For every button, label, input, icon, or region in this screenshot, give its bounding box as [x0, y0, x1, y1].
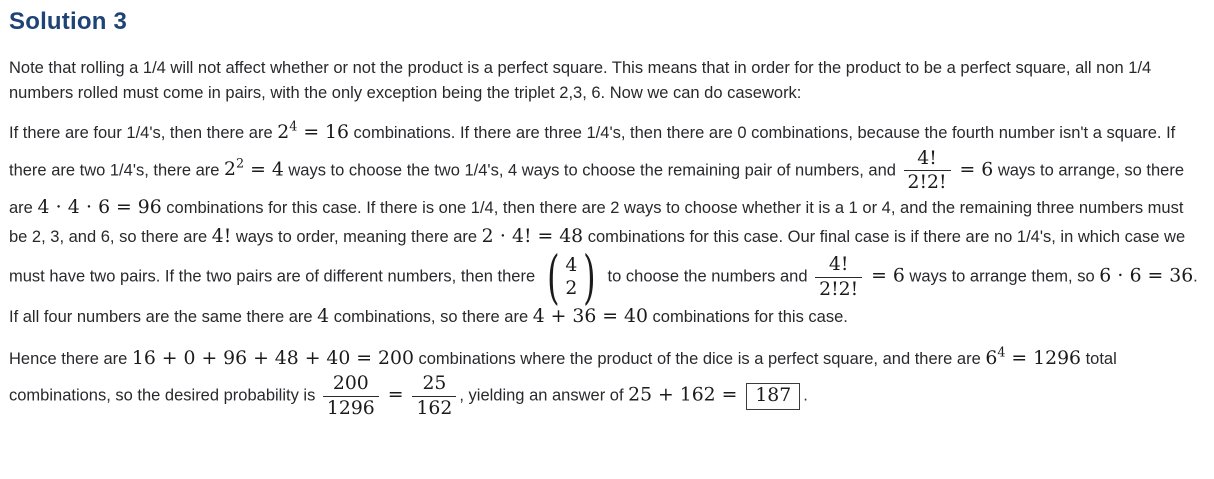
text-run: , yielding an answer of [459, 386, 629, 405]
fraction-denominator: 162 [416, 398, 453, 419]
math-run: = 4 [244, 159, 284, 181]
text-run: combinations, so there are [329, 308, 533, 327]
math-run: = 16 [297, 122, 349, 144]
math-superscript: $2^2$ [224, 156, 245, 181]
fraction-numerator: 25 [412, 373, 456, 397]
math-run: 25 + 162 = [628, 384, 744, 406]
binomial-top: 4 [565, 254, 578, 276]
math-binomial [542, 243, 601, 312]
text-run: . [803, 386, 808, 405]
math-fraction [904, 148, 951, 194]
binomial-stack [564, 254, 578, 301]
fraction-numerator: 200 [323, 373, 379, 397]
math-fraction [815, 254, 862, 300]
paragraph-intro [9, 56, 1205, 106]
text-run: to choose the numbers and [602, 267, 813, 286]
math-run: 4 + 36 = 40 [532, 306, 648, 328]
text-run: . If all four numbers are the same there are [9, 267, 1198, 327]
fraction-denominator: 2!2! [907, 172, 947, 194]
text-run: ways to arrange, so there are [9, 161, 1185, 217]
fraction-numerator: 4! [904, 148, 951, 172]
math-run: 4 [317, 306, 330, 328]
math-run: 16 + 0 + 96 + 48 + 40 = 200 [131, 347, 414, 369]
section-heading: Solution 3 [9, 8, 127, 35]
right-paren: ) [583, 243, 596, 312]
fraction-numerator: 4! [815, 254, 862, 278]
math-run: 4 ⋅ 4 ⋅ 6 = 96 [37, 197, 162, 218]
math-superscript: $2^4$ [277, 119, 298, 144]
math-fraction [412, 373, 456, 419]
text-run: If there are four 1/4's, then there are [9, 124, 278, 143]
text-run: ways to arrange them, so [904, 267, 1100, 286]
binomial-bottom: 2 [565, 278, 578, 300]
math-run: 2 ⋅ 4! = 48 [481, 225, 584, 247]
text-run: combinations for this case. If there is one 1/4, then there are 2 ways to choose whether it is a 1 or 4, and the remaining three numbers must be 2, 3, and 6, so there are [9, 199, 1184, 246]
text-run: combinations for this case. [647, 308, 848, 327]
left-paren: ( [546, 243, 560, 312]
math-run: = [381, 384, 410, 406]
math-run: = 6 [865, 265, 905, 287]
fraction-denominator: 2!2! [819, 278, 859, 300]
math-run: = 6 [953, 159, 994, 181]
paragraph-casework [9, 119, 1205, 332]
fraction-denominator: 1296 [326, 398, 375, 419]
paragraph-conclusion [9, 345, 1205, 420]
math-fraction [323, 373, 379, 419]
text-run: ways to choose the two 1/4's, 4 ways to choose the remaining pair of numbers, and [283, 161, 901, 180]
math-run: = 1296 [1005, 347, 1081, 369]
text-run: Hence there are [9, 349, 132, 368]
math-superscript: $6^4$ [985, 345, 1006, 369]
text-run: Note that rolling a 1/4 will not affect whether or not the product is a perfect square. This means that in order for the product to be a perfect square, all non 1/4 numbers rolled must come in pairs, with the only exception being the triplet 2,3, 6. Now we can do casework: [9, 59, 1152, 103]
text-run: combinations. If there are three 1/4's, then there are 0 combinations, because the fourth number isn't a square. If there are two 1/4's, there are [9, 124, 1176, 180]
text-run: combinations where the product of the dice is a perfect square, and there are [413, 349, 986, 368]
math-run: 6 ⋅ 6 = 36 [1099, 265, 1194, 287]
boxed-answer: 187 [746, 383, 800, 411]
solution-content [9, 56, 1205, 420]
text-run: combinations for this case. Our final case is if there are no 1/4's, in which case we must have two pairs. If the two pairs are of different numbers, then there [9, 227, 1186, 286]
math-run: 4! [211, 225, 232, 247]
text-run: ways to order, meaning there are [231, 227, 482, 246]
text-run: total combinations, so the desired probability is [9, 349, 1117, 405]
